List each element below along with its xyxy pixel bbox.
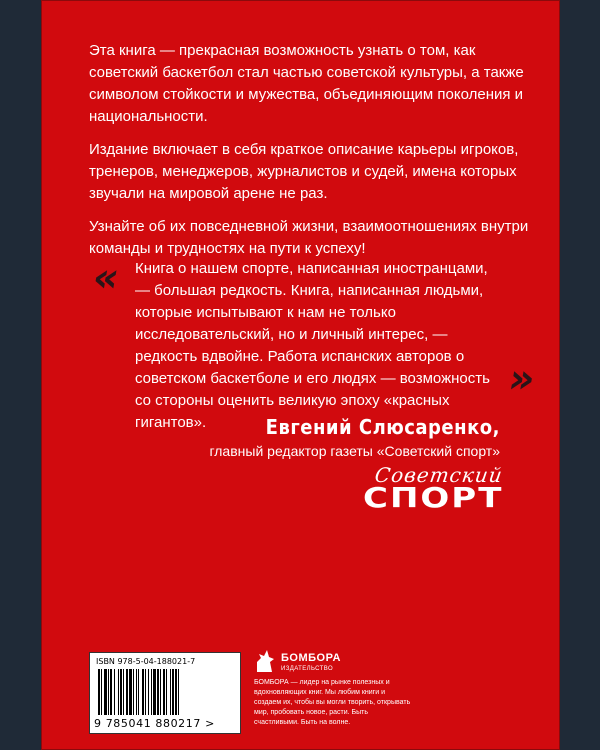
barcode-bar xyxy=(136,669,137,715)
publisher-description: БОМБОРА — лидер на рынке полезных и вдохновляющих книг. Мы любим книги и создаем их, чтобы вы могли творить, открывать мир, пробовать новое, расти. Быть счастливыми. Быть на волне. xyxy=(254,679,411,726)
barcode-bar xyxy=(148,669,149,715)
barcode-bar xyxy=(142,669,144,715)
barcode-bar xyxy=(133,669,134,715)
barcode-bars xyxy=(98,669,232,715)
barcode-bar xyxy=(175,669,177,715)
publisher-name: БОМБОРА xyxy=(281,652,341,664)
barcode-bar xyxy=(153,669,156,715)
barcode-bar xyxy=(98,669,100,715)
close-quote-icon: » xyxy=(504,356,533,402)
barcode-bar xyxy=(157,669,159,715)
barcode-bar xyxy=(104,669,107,715)
barcode-bar xyxy=(172,669,174,715)
quote-author-name: Евгений Слюсаренко, xyxy=(265,415,500,439)
publisher-subtitle: ИЗДАТЕЛЬСТВО xyxy=(281,666,334,672)
back-cover xyxy=(41,0,560,750)
barcode xyxy=(89,652,241,734)
open-quote-icon: « xyxy=(88,255,117,301)
barcode-bar xyxy=(126,669,128,715)
barcode-bar xyxy=(178,669,179,715)
barcode-bar xyxy=(145,669,146,715)
intro-paragraph-3: Узнайте об их повседневной жизни, взаимоотношениях внутри команды и трудностях на пути к успеху! xyxy=(89,218,529,257)
barcode-bar xyxy=(151,669,152,715)
intro-paragraph-1: Эта книга — прекрасная возможность узнать о том, как советский баскетбол стал частью советской культуры, а также символом стойкости и мужества, объединяющим поколения и национальности. xyxy=(89,42,524,125)
isbn-label: ISBN 978-5-04-188021-7 xyxy=(96,657,196,666)
barcode-bar xyxy=(114,669,115,715)
barcode-bar xyxy=(101,669,102,715)
barcode-bar xyxy=(123,669,124,715)
barcode-bar xyxy=(138,669,139,715)
barcode-digits: 9 785041 880217 > xyxy=(94,717,215,730)
barcode-bar xyxy=(118,669,119,715)
barcode-bar xyxy=(160,669,161,715)
barcode-bar xyxy=(129,669,132,715)
barcode-bar xyxy=(120,669,122,715)
intro-paragraph-2: Издание включает в себя краткое описание карьеры игроков, тренеров, менеджеров, журналистов и судей, имена которых звучали на мировой арене не раз. xyxy=(89,141,519,202)
barcode-bar xyxy=(170,669,171,715)
quote-text: Книга о нашем спорте, написанная иностранцами, — большая редкость. Книга, написанная людьми, которые испытывают к нам не только исследовательский, но и личный интерес, — редкость вдвойне. Работа испанских авторов о советском баскетболе и его людях — возможность со стороны оценить великую эпоху «красных гигантов». xyxy=(135,260,490,431)
barcode-bar xyxy=(163,669,165,715)
intro-text xyxy=(89,40,529,271)
bombora-logo-icon xyxy=(254,648,276,674)
sovetsky-sport-logo-main: СПОРТ xyxy=(363,482,504,514)
quote-author-role: главный редактор газеты «Советский спорт» xyxy=(209,443,500,459)
barcode-bar xyxy=(110,669,112,715)
barcode-bar xyxy=(108,669,109,715)
barcode-bar xyxy=(166,669,167,715)
sovetsky-sport-logo-script: Советский xyxy=(373,463,505,487)
